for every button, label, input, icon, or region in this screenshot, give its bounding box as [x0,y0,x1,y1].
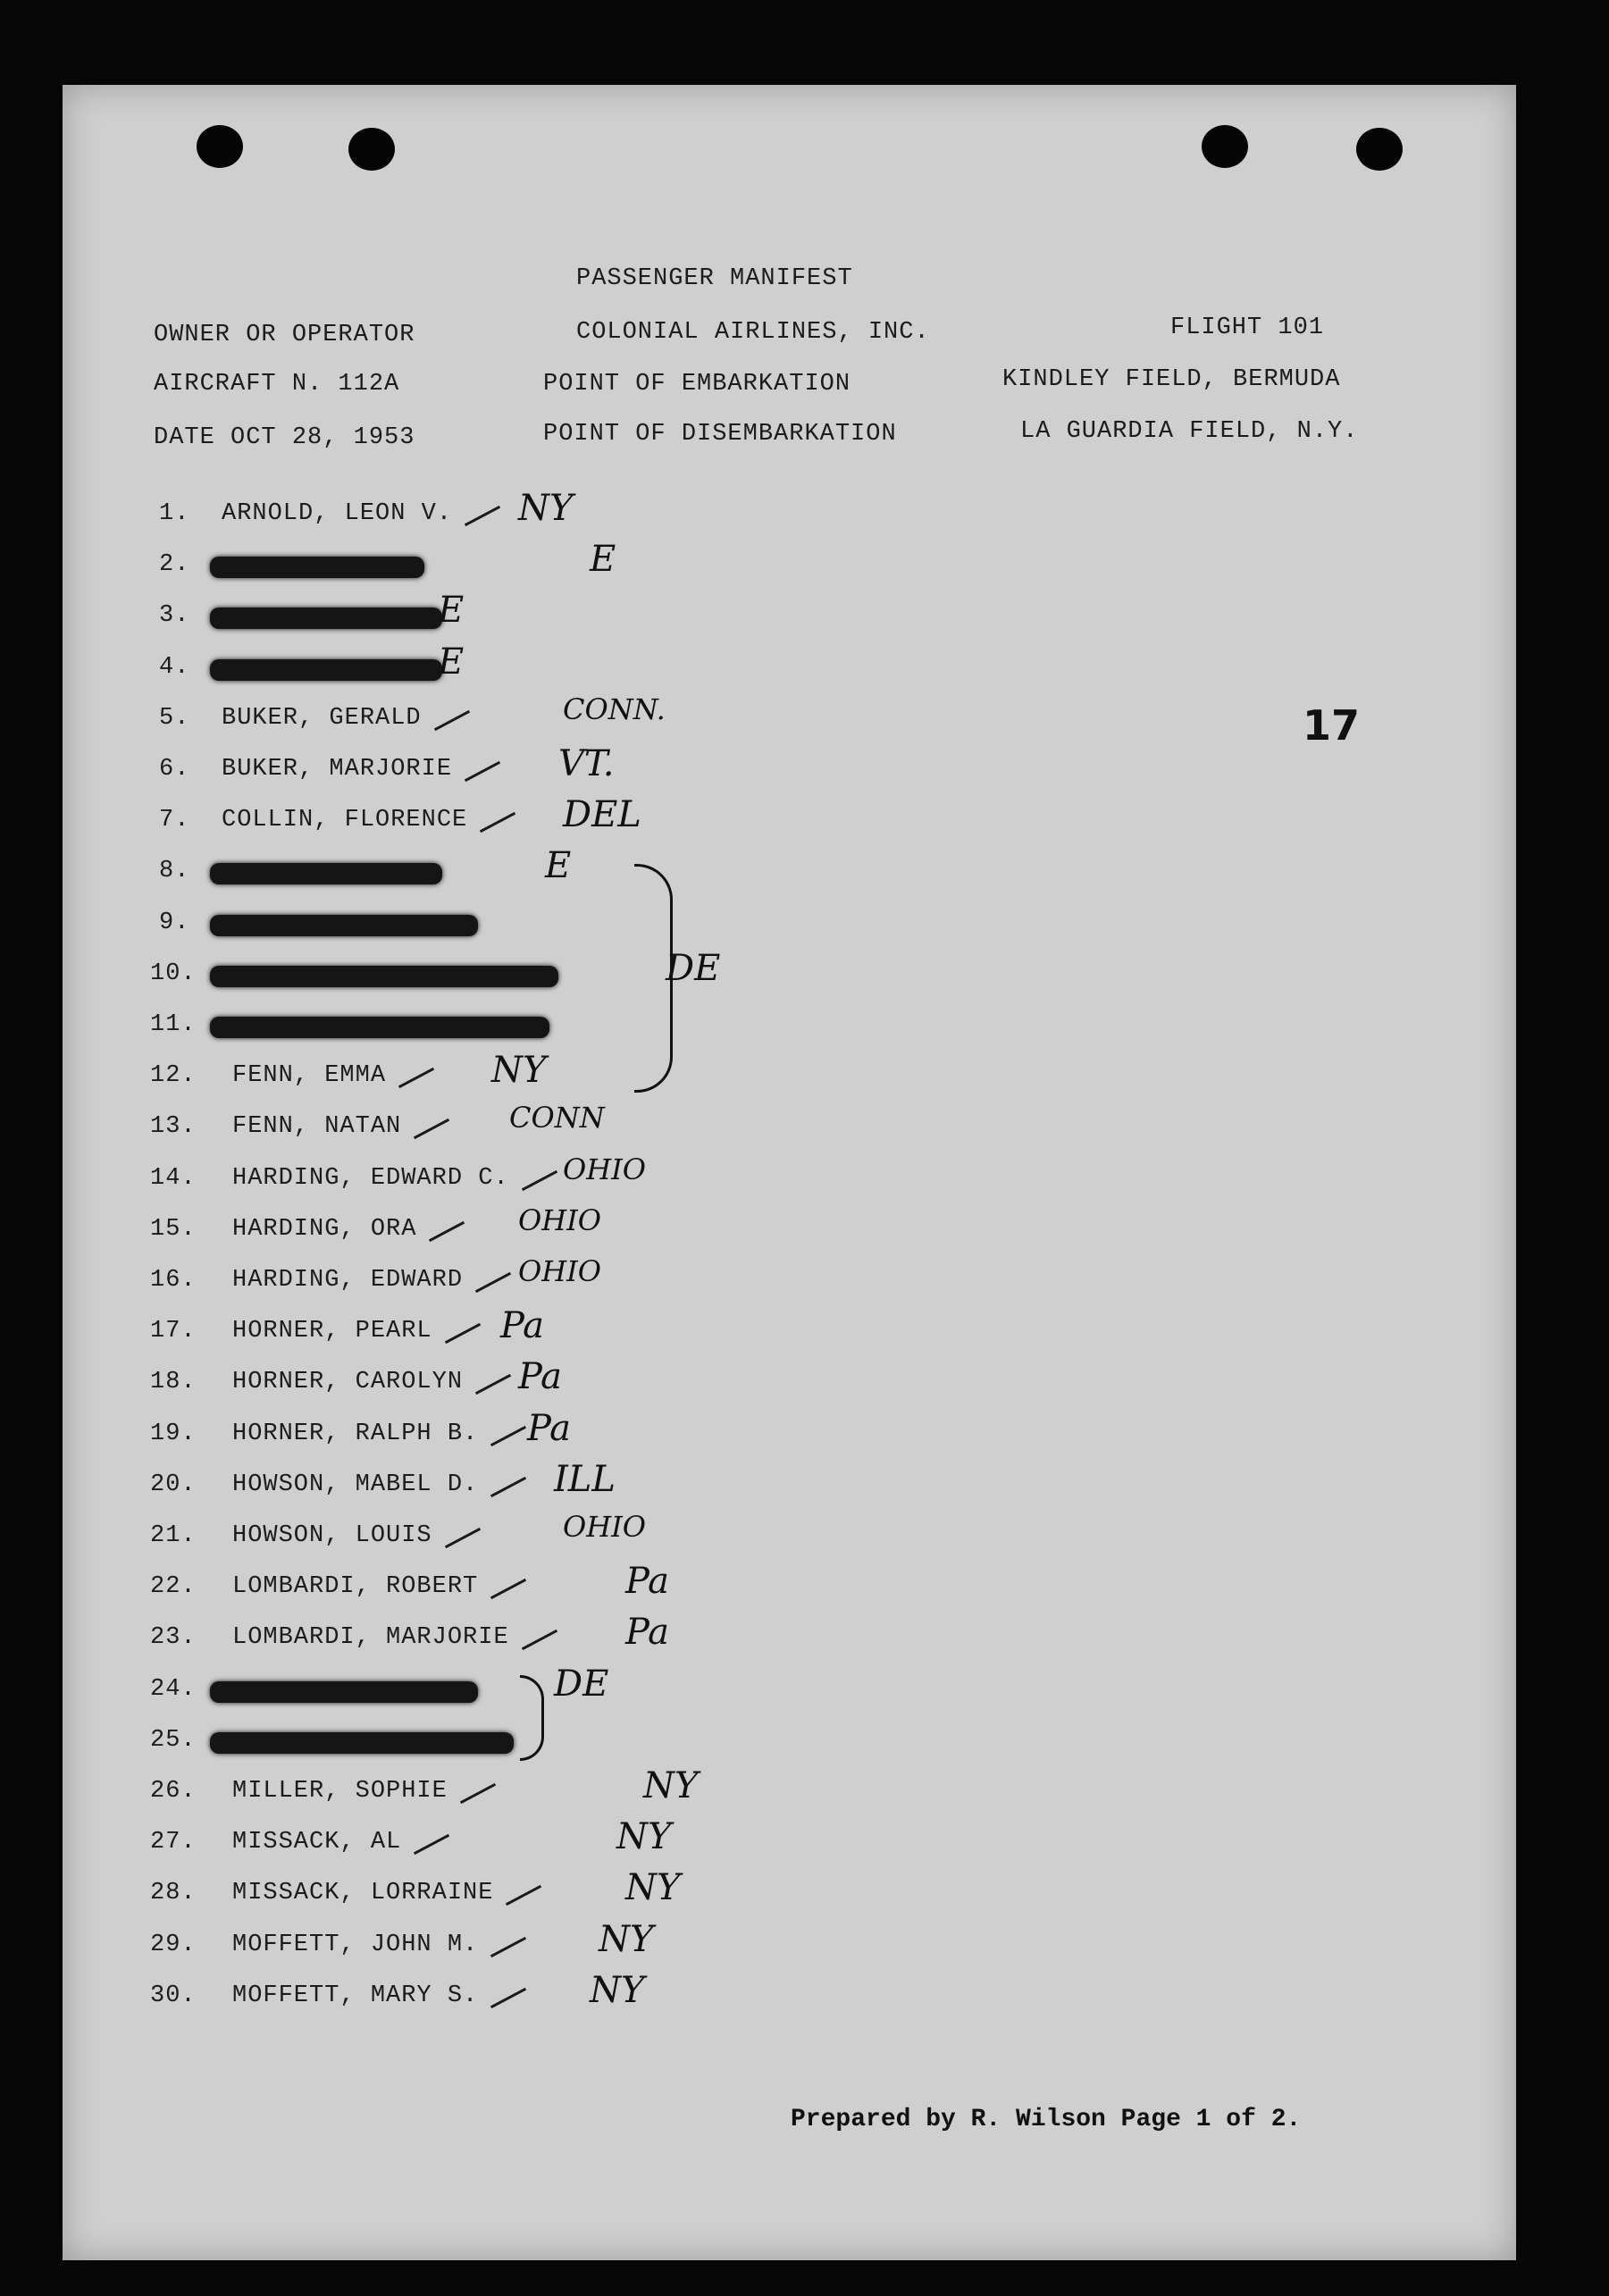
passenger-name: ARNOLD, LEON V. [222,500,453,527]
state-annotation: E [590,539,616,581]
passenger-number: 13. [150,1113,197,1141]
state-annotation: NY [643,1765,699,1806]
check-mark [490,1477,526,1497]
check-mark [414,1834,449,1855]
passenger-name: BUKER, MARJORIE [222,756,453,783]
state-annotation: Pa [500,1305,544,1347]
passenger-name: HOWSON, LOUIS [232,1522,432,1549]
check-mark [444,1323,480,1344]
passenger-name: HARDING, EDWARD C. [232,1164,509,1192]
passenger-number: 5. [159,704,190,732]
passenger-name: MOFFETT, JOHN M. [232,1931,479,1958]
passenger-number: 15. [150,1215,197,1243]
passenger-number: 11. [150,1011,197,1038]
passenger-number: 16. [150,1267,197,1294]
passenger-number: 30. [150,1982,197,2009]
check-mark [490,1579,526,1599]
state-annotation: NY [599,1918,654,1960]
passenger-number: 22. [150,1573,197,1601]
check-mark [475,1374,511,1395]
passenger-number: 28. [150,1880,197,1907]
aircraft-number: AIRCRAFT N. 112A [154,371,400,398]
redaction-bar [210,915,478,936]
passenger-name: HORNER, PEARL [232,1318,432,1345]
manifest-title: PASSENGER MANIFEST [576,265,853,292]
passenger-number: 2. [159,551,190,579]
state-annotation: E [438,590,465,632]
redaction-bar [210,659,442,681]
passenger-name: HARDING, ORA [232,1215,417,1243]
check-mark [465,761,500,782]
passenger-number: 23. [150,1624,197,1652]
passenger-name: MOFFETT, MARY S. [232,1982,479,2009]
passenger-number: 7. [159,807,190,834]
state-annotation: NY [590,1969,645,2011]
state-annotation: Pa [527,1407,571,1449]
flight-number: FLIGHT 101 [1170,314,1325,341]
passenger-number: 19. [150,1420,197,1447]
check-mark [521,1169,557,1190]
page-stamp: 17 [1303,701,1361,750]
redaction-bar [210,863,442,884]
state-annotation: OHIO [563,1152,647,1186]
passenger-name: FENN, NATAN [232,1113,402,1141]
passenger-name: FENN, EMMA [232,1062,387,1090]
check-mark [490,1425,526,1445]
disembark-label: POINT OF DISEMBARKATION [543,421,897,448]
state-annotation: OHIO [518,1254,602,1288]
passenger-number: 9. [159,909,190,936]
passenger-number: 26. [150,1778,197,1805]
check-mark [444,1528,480,1548]
passenger-name: LOMBARDI, MARJORIE [232,1624,509,1652]
punch-hole [1202,125,1248,168]
passenger-name: COLLIN, FLORENCE [222,807,468,834]
passenger-number: 20. [150,1471,197,1498]
bracket-mark [520,1675,544,1761]
check-mark [433,710,469,731]
state-annotation: Pa [518,1356,562,1398]
passenger-number: 6. [159,756,190,783]
check-mark [465,506,500,526]
redaction-bar [210,557,424,578]
passenger-name: HARDING, EDWARD [232,1267,464,1294]
check-mark [460,1783,496,1804]
bracket-mark [634,864,673,1093]
state-annotation: E [545,845,572,887]
passenger-number: 27. [150,1829,197,1856]
state-annotation: ILL [554,1458,616,1500]
check-mark [475,1272,511,1293]
disembark-value: LA GUARDIA FIELD, N.Y. [1020,418,1359,445]
state-annotation: VT. [558,743,615,784]
check-mark [490,1988,526,2008]
passenger-number: 21. [150,1522,197,1549]
state-annotation: DE [666,947,721,989]
redaction-bar [210,966,558,987]
state-annotation: NY [518,488,574,529]
passenger-name: HORNER, CAROLYN [232,1369,464,1396]
check-mark [480,812,515,833]
passenger-number: 12. [150,1062,197,1090]
passenger-number: 8. [159,858,190,885]
embark-label: POINT OF EMBARKATION [543,371,851,398]
passenger-name: MISSACK, AL [232,1829,402,1856]
passenger-name: BUKER, GERALD [222,704,422,732]
punch-hole [1356,128,1403,171]
passenger-name: HOWSON, MABEL D. [232,1471,479,1498]
passenger-number: 3. [159,602,190,630]
passenger-number: 24. [150,1675,197,1703]
redaction-bar [210,1732,514,1754]
state-annotation: OHIO [563,1510,647,1544]
check-mark [521,1630,557,1650]
state-annotation: NY [616,1816,672,1858]
passenger-number: 18. [150,1369,197,1396]
passenger-number: 10. [150,959,197,987]
check-mark [398,1068,434,1088]
embark-value: KINDLEY FIELD, BERMUDA [1002,366,1341,393]
passenger-number: 14. [150,1164,197,1192]
state-annotation: DE [554,1663,609,1705]
state-annotation: CONN. [563,691,666,726]
passenger-name: MISSACK, LORRAINE [232,1880,494,1907]
state-annotation: Pa [625,1561,669,1603]
redaction-bar [210,608,442,629]
passenger-name: LOMBARDI, ROBERT [232,1573,479,1601]
state-annotation: NY [625,1867,681,1909]
passenger-number: 17. [150,1318,197,1345]
state-annotation: Pa [625,1612,669,1654]
redaction-bar [210,1681,478,1703]
state-annotation: E [438,641,465,683]
passenger-number: 29. [150,1931,197,1958]
manifest-date: DATE OCT 28, 1953 [154,424,415,451]
state-annotation: OHIO [518,1202,602,1237]
passenger-number: 25. [150,1726,197,1754]
punch-hole [348,128,395,171]
passenger-name: MILLER, SOPHIE [232,1778,448,1805]
check-mark [414,1119,449,1139]
owner-value: COLONIAL AIRLINES, INC. [576,319,930,346]
passenger-number: 4. [159,653,190,681]
state-annotation: CONN [509,1101,605,1135]
passenger-name: HORNER, RALPH B. [232,1420,479,1447]
redaction-bar [210,1017,549,1038]
check-mark [490,1936,526,1957]
manifest-page [63,85,1516,2260]
prepared-by-footer: Prepared by R. Wilson Page 1 of 2. [791,2106,1302,2133]
state-annotation: DEL [563,794,641,836]
owner-label: OWNER OR OPERATOR [154,322,415,348]
punch-hole [197,125,243,168]
passenger-number: 1. [159,500,190,527]
check-mark [506,1885,541,1906]
state-annotation: NY [491,1050,547,1092]
check-mark [429,1221,465,1242]
